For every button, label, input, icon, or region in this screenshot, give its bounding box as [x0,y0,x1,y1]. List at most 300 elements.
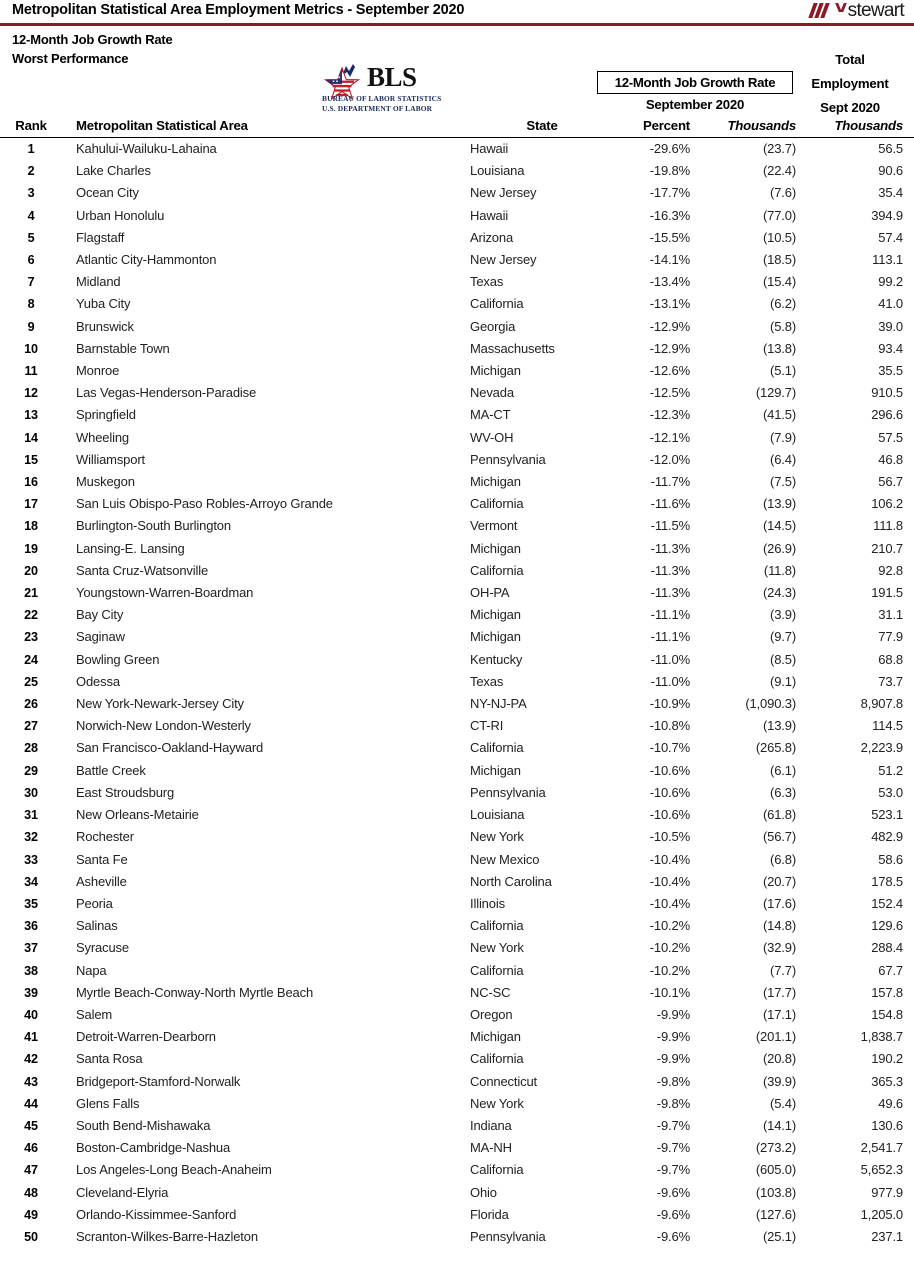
table-row[interactable] [0,1159,914,1181]
table-row[interactable] [0,249,914,271]
cell-msa: Las Vegas-Henderson-Paradise [76,385,257,401]
cell-rank: 15 [24,452,38,467]
cell-state: California [470,962,524,978]
cell-rank: 25 [24,674,38,689]
cell-thousands: (7.6) [770,185,796,201]
cell-state: California [470,562,524,578]
bls-wordmark [367,62,417,90]
cell-percent: -9.9% [656,1006,690,1022]
cell-msa: Boston-Cambridge-Nashua [76,1140,231,1156]
table-row[interactable] [0,1137,914,1159]
cell-thousands: (77.0) [762,207,796,223]
total-employment-line-3: Sept 2020 [820,100,880,115]
cell-rank: 33 [24,852,38,867]
cell-state: Florida [470,1206,509,1222]
cell-total-thousands: 1,838.7 [860,1029,903,1045]
cell-msa: Salinas [76,918,118,934]
cell-state: Michigan [470,762,521,778]
cell-state: NC-SC [470,984,511,1000]
cell-percent: -10.2% [649,940,690,956]
column-header-total-thousands[interactable]: Thousands [810,118,914,138]
cell-msa: Salem [76,1006,113,1022]
cell-thousands: (5.1) [770,363,796,379]
cell-total-thousands: 35.5 [878,363,903,379]
cell-msa: New Orleans-Metairie [76,807,199,823]
table-row[interactable] [0,316,914,338]
cell-state: Illinois [470,895,505,911]
cell-state: Pennsylvania [470,451,546,467]
cell-total-thousands: 41.0 [878,296,903,312]
cell-state: Oregon [470,1006,513,1022]
cell-thousands: (11.8) [763,562,796,578]
cell-state: MA-CT [470,407,511,423]
table-row[interactable] [0,338,914,360]
cell-thousands: (6.3) [770,784,796,800]
table-row[interactable] [0,982,914,1004]
table-row[interactable] [0,1026,914,1048]
cell-state: New Jersey [470,252,537,268]
cell-state: Michigan [470,540,521,556]
subtitle-line-2: Worst Performance [12,51,129,66]
cell-percent: -10.6% [649,807,690,823]
cell-rank: 48 [24,1185,38,1200]
cell-rank: 34 [24,874,38,889]
cell-rank: 27 [24,719,38,734]
cell-msa: Ocean City [76,185,139,201]
cell-total-thousands: 57.5 [878,429,903,445]
cell-rank: 47 [24,1163,38,1178]
cell-total-thousands: 46.8 [878,451,903,467]
cell-total-thousands: 73.7 [878,673,903,689]
cell-total-thousands: 56.7 [878,474,903,490]
cell-rank: 13 [24,408,38,423]
cell-msa: Burlington-South Burlington [76,518,231,534]
cell-total-thousands: 977.9 [871,1184,903,1200]
cell-msa: Springfield [76,407,136,423]
table-row[interactable] [0,1204,914,1226]
cell-thousands: (9.7) [770,629,796,645]
cell-percent: -11.5% [650,518,690,534]
cell-rank: 6 [27,253,35,268]
cell-msa: Norwich-New London-Westerly [76,718,251,734]
cell-rank: 19 [24,541,38,556]
cell-percent: -29.6% [649,141,690,156]
cell-state: Pennsylvania [470,784,546,800]
cell-total-thousands: 2,541.7 [860,1140,903,1156]
cell-thousands: (3.9) [770,607,796,623]
cell-rank: 3 [27,186,35,201]
cell-rank: 10 [24,341,38,356]
cell-percent: -9.6% [656,1228,690,1244]
cell-percent: -10.8% [649,718,690,734]
cell-rank: 24 [24,652,38,667]
bls-subtitle-line-2: U.S. DEPARTMENT OF LABOR [322,103,433,113]
cell-percent: -10.4% [649,851,690,867]
cell-rank: 31 [24,808,38,823]
table-row[interactable] [0,915,914,937]
msa-employment-table [0,118,914,1248]
table-row[interactable] [0,1182,914,1204]
cell-state: Louisiana [470,163,525,179]
cell-rank: 46 [24,1141,38,1156]
cell-total-thousands: 210.7 [871,540,903,556]
table-row[interactable] [0,205,914,227]
cell-rank: 20 [24,563,38,578]
cell-thousands: (6.1) [770,762,796,778]
table-row[interactable] [0,382,914,404]
cell-percent: -11.6% [650,496,690,512]
cell-percent: -11.7% [650,474,690,490]
table-row[interactable] [0,1115,914,1137]
cell-percent: -16.3% [649,207,690,223]
cell-thousands: (9.1) [770,673,796,689]
cell-thousands: (14.5) [762,518,796,534]
cell-thousands: (6.2) [770,296,796,312]
bls-subtitle-line-1: BUREAU OF LABOR STATISTICS [322,94,442,103]
cell-thousands: (61.8) [762,807,796,823]
cell-thousands: (13.8) [762,340,796,356]
table-row[interactable] [0,1071,914,1093]
cell-msa: Williamsport [76,451,145,467]
cell-thousands: (22.4) [762,163,796,179]
cell-thousands: (103.8) [755,1184,796,1200]
cell-thousands: (7.5) [770,474,796,490]
cell-percent: -10.2% [649,962,690,978]
cell-msa: Peoria [76,895,113,911]
cell-percent: -9.6% [656,1206,690,1222]
cell-state: California [470,740,524,756]
cell-percent: -12.5% [649,385,690,401]
cell-state: New York [470,1095,524,1111]
cell-state: Nevada [470,385,514,401]
cell-msa: Saginaw [76,629,125,645]
cell-percent: -12.6% [649,363,690,379]
cell-state: NY-NJ-PA [470,696,527,712]
cell-rank: 5 [27,230,35,245]
cell-percent: -12.9% [649,318,690,334]
table-row[interactable] [0,427,914,449]
cell-percent: -9.9% [656,1029,690,1045]
cell-rank: 40 [24,1007,38,1022]
total-employment-line-1: Total [835,52,865,67]
cell-total-thousands: 31.1 [878,607,903,623]
cell-total-thousands: 5,652.3 [860,1162,903,1178]
cell-thousands: (14.1) [762,1117,796,1133]
cell-state: CT-RI [470,718,504,734]
cell-state: North Carolina [470,873,552,889]
cell-percent: -9.8% [656,1073,690,1089]
table-row[interactable] [0,271,914,293]
cell-rank: 29 [24,763,38,778]
cell-thousands: (39.9) [762,1073,796,1089]
cell-rank: 37 [24,941,38,956]
stewart-caret-icon [836,3,847,18]
cell-msa: Santa Fe [76,851,128,867]
cell-total-thousands: 129.6 [871,918,903,934]
table-row[interactable] [0,1048,914,1070]
cell-thousands: (5.4) [770,1095,796,1111]
cell-state: New Jersey [470,185,537,201]
cell-rank: 8 [27,297,35,312]
page-title: Metropolitan Statistical Area Employment Metrics - September 2020 [12,2,465,18]
table-row[interactable] [0,1004,914,1026]
cell-thousands: (201.1) [755,1029,796,1045]
cell-thousands: (41.5) [762,407,796,423]
cell-percent: -9.7% [656,1162,690,1178]
cell-state: Michigan [470,629,521,645]
cell-msa: Urban Honolulu [76,207,165,223]
cell-total-thousands: 39.0 [878,318,903,334]
cell-total-thousands: 157.8 [871,984,903,1000]
table-row[interactable] [0,538,914,560]
table-row[interactable] [0,449,914,471]
table-row[interactable] [0,604,914,626]
cell-msa: Barnstable Town [76,340,170,356]
cell-total-thousands: 51.2 [878,762,903,778]
stewart-wordmark: stewart [847,0,904,21]
total-employment-header [795,48,905,120]
cell-thousands: (23.7) [762,141,796,156]
cell-thousands: (17.6) [762,895,796,911]
cell-thousands: (6.4) [770,451,796,467]
cell-thousands: (6.8) [770,851,796,867]
cell-percent: -13.4% [649,274,690,290]
cell-thousands: (32.9) [762,940,796,956]
cell-state: California [470,296,524,312]
cell-total-thousands: 111.8 [873,518,903,534]
column-header-rank[interactable]: Rank [0,118,62,138]
cell-rank: 22 [24,608,38,623]
cell-msa: Rochester [76,829,134,845]
cell-msa: Wheeling [76,429,129,445]
table-row[interactable] [0,227,914,249]
cell-total-thousands: 57.4 [878,229,903,245]
table-row[interactable] [0,471,914,493]
cell-thousands: (1,090.3) [745,696,796,712]
table-row[interactable] [0,649,914,671]
table-head [0,118,914,138]
cell-total-thousands: 154.8 [871,1006,903,1022]
cell-percent: -10.4% [649,895,690,911]
table-row[interactable] [0,671,914,693]
table-row[interactable] [0,1093,914,1115]
cell-total-thousands: 1,205.0 [860,1206,903,1222]
cell-percent: -10.1% [649,984,690,1000]
cell-state: Louisiana [470,807,525,823]
table-row[interactable] [0,871,914,893]
cell-state: Hawaii [470,207,509,223]
cell-total-thousands: 114.5 [872,718,903,734]
cell-state: California [470,1051,524,1067]
cell-total-thousands: 152.4 [871,895,903,911]
cell-total-thousands: 190.2 [871,1051,903,1067]
cell-thousands: (13.9) [762,718,796,734]
table-row[interactable] [0,493,914,515]
cell-percent: -9.6% [656,1184,690,1200]
cell-state: Pennsylvania [470,1228,546,1244]
cell-state: Massachusetts [470,340,555,356]
table-row[interactable] [0,937,914,959]
table-row[interactable] [0,560,914,582]
table-row[interactable] [0,760,914,782]
cell-rank: 41 [24,1030,38,1045]
cell-percent: -14.1% [649,252,690,268]
cell-percent: -15.5% [649,229,690,245]
cell-total-thousands: 99.2 [878,274,903,290]
cell-thousands: (14.8) [762,918,796,934]
cell-state: Texas [470,673,504,689]
cell-total-thousands: 90.6 [878,163,903,179]
table-row[interactable] [0,1226,914,1248]
cell-percent: -10.6% [649,762,690,778]
cell-state: Michigan [470,1029,521,1045]
cell-msa: East Stroudsburg [76,784,175,800]
cell-total-thousands: 35.4 [878,185,903,201]
cell-msa: South Bend-Mishawaka [76,1117,211,1133]
cell-thousands: (13.9) [762,496,796,512]
cell-state: Hawaii [470,141,509,156]
cell-percent: -17.7% [649,185,690,201]
cell-msa: Asheville [76,873,127,889]
column-header-thousands[interactable]: Thousands [710,118,810,138]
cell-percent: -11.0% [650,651,690,667]
cell-total-thousands: 49.6 [878,1095,903,1111]
cell-rank: 36 [24,919,38,934]
column-header-state[interactable]: State [458,118,614,138]
cell-total-thousands: 92.8 [878,562,903,578]
table-row[interactable] [0,404,914,426]
cell-total-thousands: 56.5 [878,141,903,156]
table-row[interactable] [0,693,914,715]
cell-thousands: (56.7) [762,829,796,845]
table-row[interactable] [0,582,914,604]
cell-thousands: (129.7) [755,385,796,401]
cell-thousands: (605.0) [755,1162,796,1178]
cell-total-thousands: 58.6 [878,851,903,867]
cell-msa: Santa Rosa [76,1051,143,1067]
cell-state: MA-NH [470,1140,512,1156]
cell-state: Connecticut [470,1073,537,1089]
cell-percent: -12.1% [649,429,690,445]
cell-msa: Flagstaff [76,229,125,245]
cell-thousands: (10.5) [762,229,796,245]
cell-total-thousands: 53.0 [878,784,903,800]
cell-msa: Napa [76,962,107,978]
cell-rank: 35 [24,896,38,911]
cell-percent: -11.1% [650,607,690,623]
stewart-logo [811,0,904,20]
table-row[interactable] [0,782,914,804]
cell-percent: -10.6% [649,784,690,800]
cell-msa: Odessa [76,673,120,689]
cell-percent: -10.2% [649,918,690,934]
cell-rank: 21 [24,586,38,601]
cell-state: Michigan [470,474,521,490]
cell-rank: 44 [24,1096,38,1111]
cell-total-thousands: 394.9 [871,207,903,223]
cell-msa: Brunswick [76,318,134,334]
cell-msa: Orlando-Kissimmee-Sanford [76,1206,237,1222]
table-row[interactable] [0,804,914,826]
cell-msa: Bridgeport-Stamford-Norwalk [76,1073,241,1089]
cell-state: Michigan [470,607,521,623]
table-row[interactable] [0,960,914,982]
table-row[interactable] [0,893,914,915]
cell-state: WV-OH [470,429,514,445]
cell-percent: -9.9% [656,1051,690,1067]
cell-state: Arizona [470,229,514,245]
cell-msa: Scranton-Wilkes-Barre-Hazleton [76,1228,258,1244]
cell-total-thousands: 106.2 [871,496,903,512]
cell-msa: Kahului-Wailuku-Lahaina [76,141,217,156]
table-row[interactable] [0,849,914,871]
table-row[interactable] [0,360,914,382]
cell-msa: Atlantic City-Hammonton [76,252,217,268]
column-header-msa[interactable]: Metropolitan Statistical Area [62,118,458,138]
cell-total-thousands: 910.5 [871,385,903,401]
cell-thousands: (17.1) [762,1006,796,1022]
cell-rank: 28 [24,741,38,756]
table-row[interactable] [0,626,914,648]
cell-rank: 43 [24,1074,38,1089]
table-row[interactable] [0,160,914,182]
cell-state: New York [470,829,524,845]
stewart-bars-icon [811,3,835,18]
cell-msa: Bowling Green [76,651,160,667]
subtitle-line-1: 12-Month Job Growth Rate [12,32,173,47]
cell-total-thousands: 67.7 [878,962,903,978]
cell-state: Indiana [470,1117,512,1133]
column-header-percent[interactable]: Percent [614,118,710,138]
cell-rank: 45 [24,1118,38,1133]
cell-state: Vermont [470,518,518,534]
table-row[interactable] [0,182,914,204]
cell-percent: -10.4% [649,873,690,889]
cell-percent: -9.7% [656,1117,690,1133]
cell-rank: 32 [24,830,38,845]
table-row[interactable] [0,826,914,848]
cell-msa: Los Angeles-Long Beach-Anaheim [76,1162,272,1178]
table-row[interactable] [0,293,914,315]
cell-total-thousands: 191.5 [871,585,903,601]
cell-rank: 1 [27,142,35,156]
cell-rank: 17 [24,497,38,512]
cell-rank: 49 [24,1207,38,1222]
cell-percent: -9.7% [656,1140,690,1156]
cell-percent: -9.8% [656,1095,690,1111]
table-row[interactable] [0,138,914,161]
cell-msa: Myrtle Beach-Conway-North Myrtle Beach [76,984,314,1000]
table-row[interactable] [0,515,914,537]
cell-total-thousands: 113.1 [872,252,903,268]
cell-percent: -10.9% [649,696,690,712]
cell-thousands: (7.7) [770,962,796,978]
cell-thousands: (17.7) [762,984,796,1000]
cell-thousands: (20.8) [762,1051,796,1067]
cell-total-thousands: 523.1 [871,807,903,823]
cell-state: New York [470,940,524,956]
cell-state: Georgia [470,318,516,334]
table-row[interactable] [0,715,914,737]
table-row[interactable] [0,737,914,759]
table-body [0,138,914,1249]
cell-total-thousands: 237.1 [871,1228,903,1244]
cell-msa: Detroit-Warren-Dearborn [76,1029,216,1045]
cell-thousands: (273.2) [755,1140,796,1156]
cell-state: California [470,496,524,512]
report-subtitle [12,30,173,68]
cell-msa: Midland [76,274,121,290]
